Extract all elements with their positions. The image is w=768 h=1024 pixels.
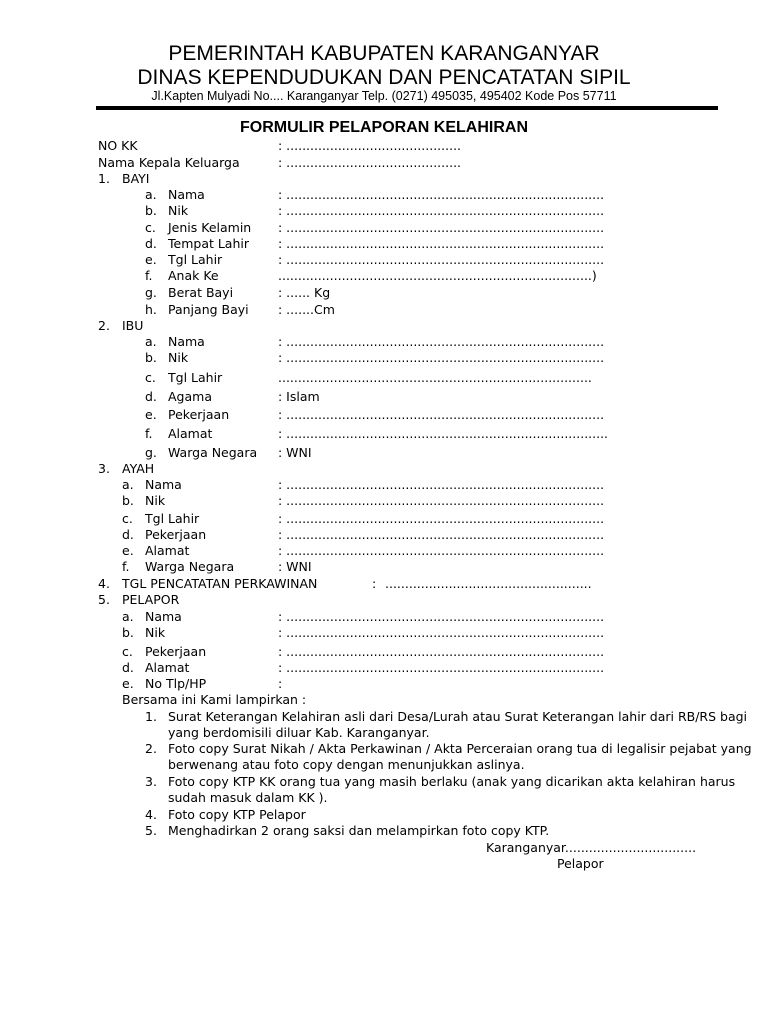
ibu-row — [0, 334, 768, 350]
section-ibu-heading — [0, 318, 768, 334]
item-letter: b. — [122, 625, 134, 640]
item-value: ...............................................................................) — [278, 268, 597, 283]
field-tgl-perkawinan — [0, 576, 768, 592]
section-title: IBU — [122, 318, 144, 333]
item-value: : ................................................................................ — [278, 493, 605, 508]
item-letter: f. — [122, 559, 130, 574]
item-letter: d. — [145, 389, 157, 404]
item-label: Nama — [145, 609, 182, 624]
ibu-row — [0, 445, 768, 461]
item-letter: e. — [122, 543, 134, 558]
section-pelapor-heading — [0, 592, 768, 608]
item-letter: a. — [122, 609, 134, 624]
ayah-row — [0, 511, 768, 527]
item-letter: c. — [145, 370, 156, 385]
signature-role: Pelapor — [557, 856, 604, 871]
item-label: Pekerjaan — [145, 527, 207, 542]
bayi-row — [0, 268, 768, 284]
header-agency-name: DINAS KEPENDUDUKAN DAN PENCATATAN SIPIL — [137, 66, 631, 89]
item-value: : ................................................................................ — [278, 527, 605, 542]
attachment-text: Foto copy KTP Pelapor — [168, 807, 306, 822]
item-label: Tgl Lahir — [168, 252, 223, 267]
item-value: : WNI — [278, 445, 312, 460]
header-address: Jl.Kapten Mulyadi No.... Karanganyar Telp. (0271) 495035, 495402 Kode Pos 57711 — [151, 89, 617, 103]
item-label: Pekerjaan — [145, 644, 207, 659]
item-value: : ................................................................................ — [278, 543, 605, 558]
item-value: : WNI — [278, 559, 312, 574]
item-label: Nama — [168, 187, 205, 202]
item-value: : ................................................................................ — [278, 236, 605, 251]
item-letter: h. — [145, 302, 157, 317]
ayah-row — [0, 493, 768, 509]
section-title: BAYI — [122, 171, 150, 186]
section-number: 1. — [98, 171, 110, 186]
pelapor-row — [0, 676, 768, 692]
item-letter: f. — [145, 268, 153, 283]
attachment-item — [0, 774, 768, 790]
ayah-row — [0, 559, 768, 575]
bayi-row — [0, 285, 768, 301]
ayah-row — [0, 477, 768, 493]
item-letter: c. — [145, 220, 156, 235]
item-label: Nama — [168, 334, 205, 349]
item-value: : ................................................................................ — [278, 660, 605, 675]
field-no-kk — [0, 138, 768, 154]
item-letter: d. — [122, 527, 134, 542]
attachment-text: Menghadirkan 2 orang saksi dan melampirkan foto copy KTP. — [168, 823, 550, 838]
ibu-row — [0, 389, 768, 405]
item-label: Panjang Bayi — [168, 302, 249, 317]
item-label: Tempat Lahir — [168, 236, 250, 251]
item-value: : ................................................................................ — [278, 220, 605, 235]
field-label: TGL PENCATATAN PERKAWINAN — [122, 576, 318, 591]
ibu-row — [0, 426, 768, 442]
item-label: Nik — [168, 350, 189, 365]
item-letter: g. — [145, 285, 157, 300]
item-label: No Tlp/HP — [145, 676, 207, 691]
ibu-row — [0, 370, 768, 386]
item-label: Warga Negara — [145, 559, 235, 574]
field-value: : ............................................ — [278, 138, 462, 153]
item-label: Jenis Kelamin — [168, 220, 252, 235]
item-value: : ................................................................................ — [278, 511, 605, 526]
item-label: Alamat — [168, 426, 213, 441]
attachment-text: Foto copy Surat Nikah / Akta Perkawinan / Akta Perceraian orang tua di legalisir pejabat yang — [168, 741, 752, 756]
item-value: : ................................................................................ — [278, 407, 605, 422]
item-value: : .......Cm — [278, 302, 335, 317]
item-value: : — [278, 676, 283, 691]
item-label: Tgl Lahir — [168, 370, 223, 385]
attachment-text-continued: yang berdomisili diluar Kab. Karanganyar. — [168, 725, 430, 740]
attachment-item — [0, 709, 768, 725]
item-letter: f. — [145, 426, 153, 441]
item-label: Nama — [145, 477, 182, 492]
item-letter: e. — [122, 676, 134, 691]
field-kepala-keluarga — [0, 155, 768, 171]
attachment-item — [0, 741, 768, 757]
item-label: Nik — [145, 493, 166, 508]
ayah-row — [0, 527, 768, 543]
ibu-row — [0, 350, 768, 366]
item-label: Nik — [145, 625, 166, 640]
section-ayah-heading — [0, 461, 768, 477]
pelapor-row — [0, 660, 768, 676]
bayi-row — [0, 187, 768, 203]
item-value: ............................................................................... — [278, 370, 592, 385]
form-title: FORMULIR PELAPORAN KELAHIRAN — [240, 119, 528, 136]
item-value: : Islam — [278, 389, 320, 404]
attachment-number: 4. — [145, 807, 157, 822]
item-letter: a. — [122, 477, 134, 492]
section-number: 2. — [98, 318, 110, 333]
attachment-number: 1. — [145, 709, 157, 724]
pelapor-row — [0, 609, 768, 625]
item-value: : ................................................................................ — [278, 203, 605, 218]
item-value: : ................................................................................ — [278, 644, 605, 659]
item-label: Alamat — [145, 543, 190, 558]
attachment-item — [0, 823, 768, 839]
item-letter: d. — [145, 236, 157, 251]
item-label: Nik — [168, 203, 189, 218]
field-label: NO KK — [98, 138, 138, 153]
item-value: : ................................................................................ — [278, 252, 605, 267]
attachments-intro: Bersama ini Kami lampirkan : — [122, 692, 307, 707]
item-letter: a. — [145, 187, 157, 202]
attachment-number: 5. — [145, 823, 157, 838]
section-title: PELAPOR — [122, 592, 180, 607]
attachment-number: 3. — [145, 774, 157, 789]
attachment-text-continued: berwenang atau foto copy dengan menunjukkan aslinya. — [168, 757, 525, 772]
item-value: : ...... Kg — [278, 285, 331, 300]
field-label: Nama Kepala Keluarga — [98, 155, 240, 170]
header-divider — [96, 106, 718, 110]
section-title: AYAH — [122, 461, 155, 476]
field-value: .................................................... — [385, 576, 592, 591]
section-number: 4. — [98, 576, 110, 591]
field-colon: : — [372, 576, 377, 591]
item-letter: b. — [122, 493, 134, 508]
item-letter: a. — [145, 334, 157, 349]
item-value: : ................................................................................ — [278, 477, 605, 492]
bayi-row — [0, 220, 768, 236]
item-letter: c. — [122, 644, 133, 659]
section-bayi-heading — [0, 171, 768, 187]
item-value: : ................................................................................ — [278, 334, 605, 349]
item-label: Berat Bayi — [168, 285, 234, 300]
item-label: Anak Ke — [168, 268, 219, 283]
item-value: : ................................................................................ — [278, 187, 605, 202]
item-letter: d. — [122, 660, 134, 675]
item-value: : ................................................................................ — [278, 350, 605, 365]
item-letter: e. — [145, 252, 157, 267]
item-label: Warga Negara — [168, 445, 258, 460]
pelapor-row — [0, 625, 768, 641]
attachment-text: Foto copy KTP KK orang tua yang masih berlaku (anak yang dicarikan akta kelahiran harus — [168, 774, 736, 789]
attachment-item — [0, 807, 768, 823]
attachment-text-continued: sudah masuk dalam KK ). — [168, 790, 328, 805]
item-label: Tgl Lahir — [145, 511, 200, 526]
section-number: 5. — [98, 592, 110, 607]
header-government-name: PEMERINTAH KABUPATEN KARANGANYAR — [168, 42, 600, 65]
item-value: : ................................................................................ — [278, 625, 605, 640]
item-letter: b. — [145, 203, 157, 218]
ibu-row — [0, 407, 768, 423]
bayi-row — [0, 252, 768, 268]
item-label: Pekerjaan — [168, 407, 230, 422]
item-letter: e. — [145, 407, 157, 422]
item-label: Agama — [168, 389, 212, 404]
bayi-row — [0, 203, 768, 219]
attachment-text: Surat Keterangan Kelahiran asli dari Desa/Lurah atau Surat Keterangan lahir dari RB/RS bagi — [168, 709, 748, 724]
item-label: Alamat — [145, 660, 190, 675]
pelapor-row — [0, 644, 768, 660]
item-value: : ................................................................................. — [278, 426, 609, 441]
item-letter: b. — [145, 350, 157, 365]
bayi-row — [0, 302, 768, 318]
field-value: : ............................................ — [278, 155, 462, 170]
bayi-row — [0, 236, 768, 252]
attachment-number: 2. — [145, 741, 157, 756]
signature-place-date: Karanganyar................................. — [486, 840, 697, 855]
item-letter: g. — [145, 445, 157, 460]
item-letter: c. — [122, 511, 133, 526]
item-value: : ................................................................................ — [278, 609, 605, 624]
section-number: 3. — [98, 461, 110, 476]
ayah-row — [0, 543, 768, 559]
